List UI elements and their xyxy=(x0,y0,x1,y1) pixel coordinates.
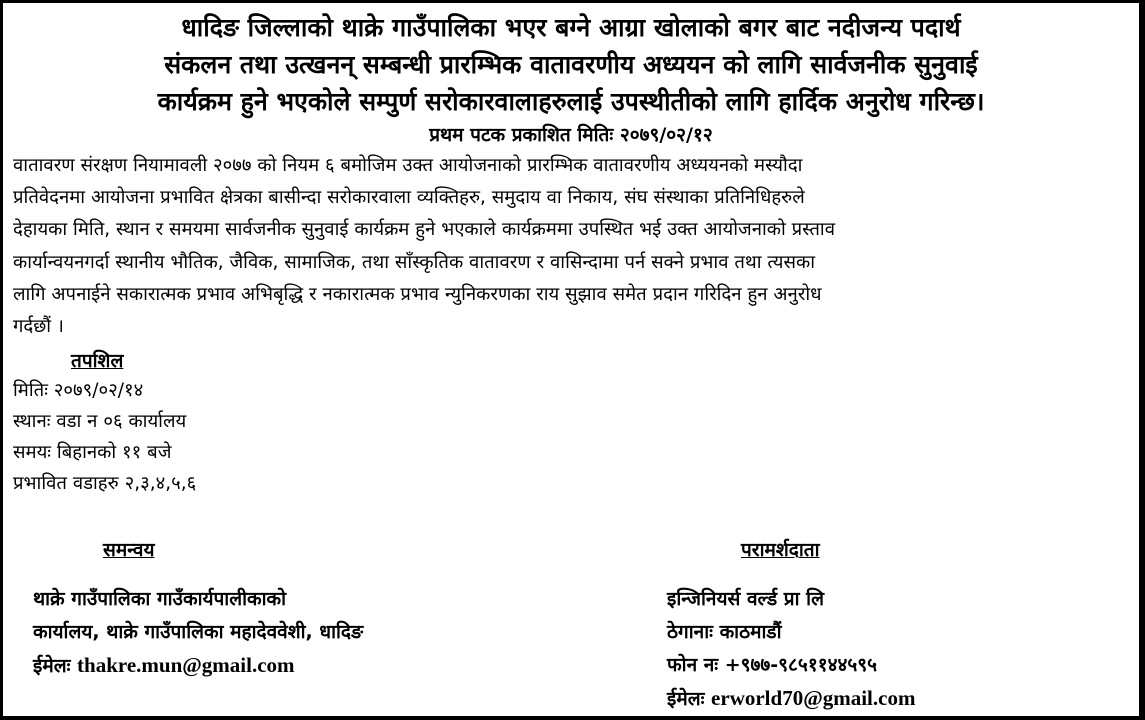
email-label: ईमेलः xyxy=(667,688,705,710)
consultant-phone: फोन नः +९७७-९८५११४४५९५ xyxy=(667,654,877,676)
detail-time: समयः बिहानको ११ बजे xyxy=(13,442,172,464)
coordination-address: कार्यालय, थाक्रे गाउँपालिका महादेववेशी, धादिङ xyxy=(33,621,364,643)
coordination-heading: समन्वय xyxy=(103,539,155,561)
body-line: कार्यान्वयनगर्दा स्थानीय भौतिक, जैविक, सामाजिक, तथा साँस्कृतिक वातावरण र वासिन्दामा पर्न सक्ने प्रभाव तथा त्यसका xyxy=(13,251,816,273)
details-title: तपशिल xyxy=(71,350,124,373)
notice-body xyxy=(13,150,1129,343)
body-line: गर्दछौं । xyxy=(13,316,64,338)
consultant-address: ठेगानाः काठमाडौं xyxy=(667,621,782,643)
coordination-block xyxy=(33,583,363,683)
email-label: ईमेलः xyxy=(33,655,71,677)
detail-date: मितिः २०७९/०२/१४ xyxy=(13,380,144,402)
published-date: प्रथम पटक प्रकाशित मितिः २०७९/०२/१२ xyxy=(429,124,713,146)
body-line: वातावरण संरक्षण नियामावली २०७७ को नियम ६ बमोजिम उक्त आयोजनाको प्रारम्भिक वातावरणीय अध्ययनको मस्यौदा xyxy=(13,155,803,176)
coordination-email: thakre.mun@gmail.com xyxy=(77,653,295,677)
consultant-heading: परामर्शदाता xyxy=(741,539,820,561)
headline-line: कार्यक्रम हुने भएकोले सम्पुर्ण सरोकारवालाहरुलाई उपस्थीतीको लागि हार्दिक अनुरोध गरिन्छ। xyxy=(157,87,985,116)
detail-venue: स्थानः वडा न ०६ कार्यालय xyxy=(13,411,187,433)
coordination-office: थाक्रे गाउँपालिका गाउँकार्यपालीकाको xyxy=(33,588,287,610)
consultant-email-row xyxy=(667,682,915,716)
coordination-email-row xyxy=(33,649,363,683)
consultant-name: इन्जिनियर्स वर्ल्ड प्रा लि xyxy=(667,588,824,610)
body-line: लागि अपनाईने सकारात्मक प्रभाव अभिबृद्धि र नकारात्मक प्रभाव न्युनिकरणका राय सुझाव समेत प्रदान गरिदिन हुन अनुरोध xyxy=(13,283,822,305)
detail-affected-wards: प्रभावित वडाहरु २,३,४,५,६ xyxy=(13,473,197,495)
consultant-email: erworld70@gmail.com xyxy=(711,686,916,710)
headline-line: संकलन तथा उत्खनन् सम्बन्धी प्रारम्भिक वातावरणीय अध्ययन को लागि सार्वजनीक सुनुवाई xyxy=(164,50,978,79)
headline-line: धादिङ जिल्लाको थाक्रे गाउँपालिका भएर बग्ने आग्रा खोलाको बगर बाट नदीजन्य पदार्थ xyxy=(181,13,961,42)
body-line: देहायका मिति, स्थान र समयमा सार्वजनीक सुनुवाई कार्यक्रम हुने भएकाले कार्यक्रममा उपस्थित भई उक्त आयोजनाको प्रस्ताव xyxy=(13,219,835,241)
body-line: प्रतिवेदनमा आयोजना प्रभावित क्षेत्रका बासीन्दा सरोकारवाला व्यक्तिहरु, समुदाय वा निकाय, संघ संस्थाका प्रतिनिधिहरुले xyxy=(13,187,805,209)
details-section xyxy=(13,347,1129,499)
notice-headline xyxy=(13,9,1129,120)
consultant-block xyxy=(667,583,915,716)
